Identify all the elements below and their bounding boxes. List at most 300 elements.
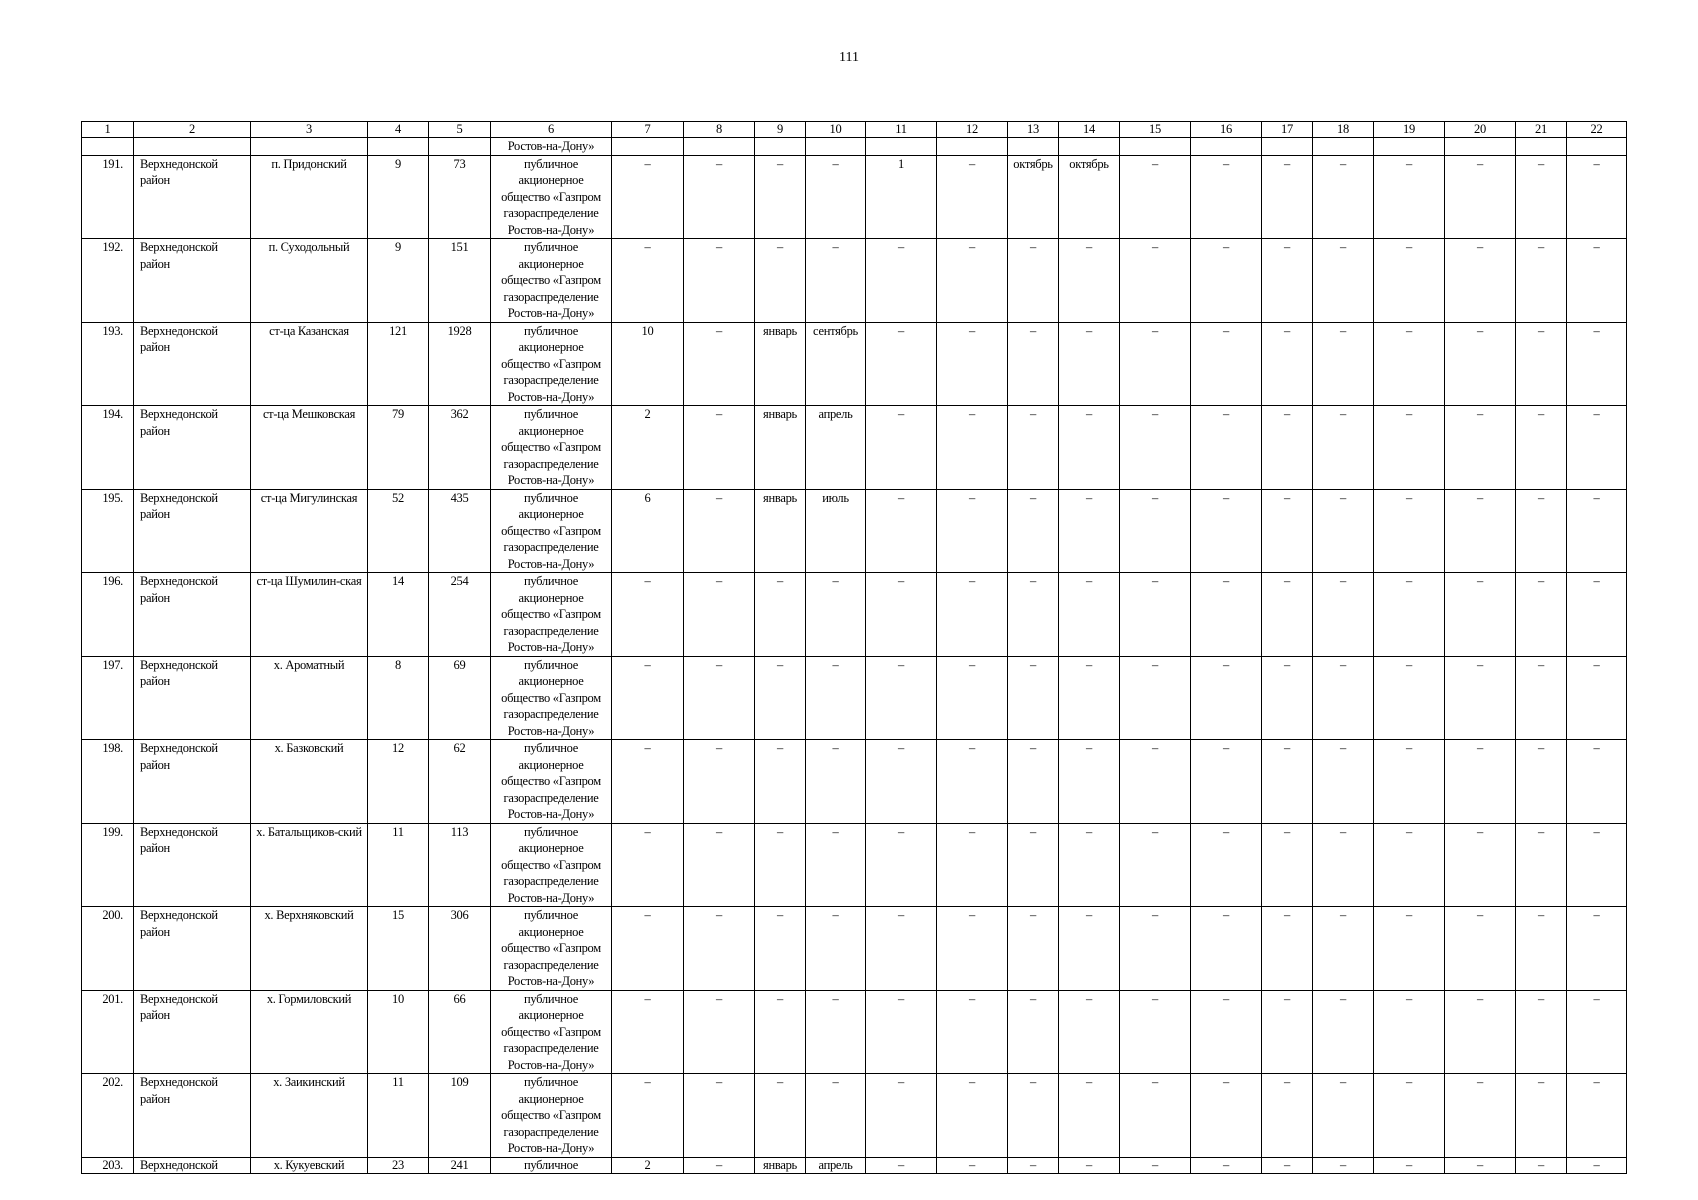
col-11-value: – xyxy=(866,1074,937,1158)
col-17-value: – xyxy=(1262,1074,1313,1158)
col-11-value: – xyxy=(866,489,937,573)
col-7-value: 2 xyxy=(612,1157,684,1173)
col-17-value: – xyxy=(1262,990,1313,1074)
page-number: 111 xyxy=(839,50,859,65)
district: Верхнедонской район xyxy=(134,239,251,323)
col-21-value: – xyxy=(1516,155,1567,239)
col-22-value: – xyxy=(1567,406,1627,490)
col-8-value: – xyxy=(684,740,755,824)
col-12-value: – xyxy=(937,740,1008,824)
col-20-value: – xyxy=(1445,406,1516,490)
col-4-value: 23 xyxy=(368,1157,429,1173)
col-7-value: – xyxy=(612,573,684,657)
table-row xyxy=(82,239,1627,323)
col-16-value: – xyxy=(1191,573,1262,657)
col-14-value: – xyxy=(1059,656,1120,740)
col-20-value: – xyxy=(1445,907,1516,991)
settlement: х. Заикинский xyxy=(251,1074,368,1158)
col-12-value: – xyxy=(937,239,1008,323)
col-14-value: – xyxy=(1059,740,1120,824)
row-number: 191. xyxy=(82,155,134,239)
col-7-value: – xyxy=(612,239,684,323)
col-7-value: 6 xyxy=(612,489,684,573)
empty-cell xyxy=(1445,138,1516,156)
col-5-value: 254 xyxy=(429,573,491,657)
col-10-value: – xyxy=(806,239,866,323)
empty-cell xyxy=(251,138,368,156)
col-5-value: 66 xyxy=(429,990,491,1074)
empty-cell xyxy=(1374,138,1445,156)
col-19-value: – xyxy=(1374,1074,1445,1158)
col-4-value: 9 xyxy=(368,239,429,323)
col-13-value: – xyxy=(1008,1074,1059,1158)
col-11-value: – xyxy=(866,573,937,657)
settlement: ст-ца Казанская xyxy=(251,322,368,406)
col-19-value: – xyxy=(1374,1157,1445,1173)
column-number: 17 xyxy=(1262,122,1313,138)
col-19-value: – xyxy=(1374,656,1445,740)
empty-cell xyxy=(1313,138,1374,156)
column-number: 8 xyxy=(684,122,755,138)
col-12-value: – xyxy=(937,907,1008,991)
organization: публичное xyxy=(491,1157,612,1173)
col-5-value: 241 xyxy=(429,1157,491,1173)
district: Верхнедонской район xyxy=(134,823,251,907)
col-13-value: – xyxy=(1008,823,1059,907)
col-19-value: – xyxy=(1374,489,1445,573)
col-4-value: 52 xyxy=(368,489,429,573)
empty-cell xyxy=(429,138,491,156)
district: Верхнедонской район xyxy=(134,573,251,657)
col-5-value: 113 xyxy=(429,823,491,907)
column-number: 18 xyxy=(1313,122,1374,138)
col-10-value: – xyxy=(806,1074,866,1158)
settlement: ст-ца Мигулинская xyxy=(251,489,368,573)
col-19-value: – xyxy=(1374,155,1445,239)
col-12-value: – xyxy=(937,656,1008,740)
col-16-value: – xyxy=(1191,740,1262,824)
col-12-value: – xyxy=(937,155,1008,239)
organization: публичное акционерное общество «Газпром газораспределение Ростов-на-Дону» xyxy=(491,573,612,657)
col-17-value: – xyxy=(1262,322,1313,406)
col-14-value: – xyxy=(1059,990,1120,1074)
col-9-value: – xyxy=(755,239,806,323)
col-15-value: – xyxy=(1120,823,1191,907)
col-10-value: – xyxy=(806,990,866,1074)
row-number: 192. xyxy=(82,239,134,323)
col-10-value: апрель xyxy=(806,406,866,490)
col-22-value: – xyxy=(1567,322,1627,406)
empty-cell xyxy=(1191,138,1262,156)
col-9-value: – xyxy=(755,740,806,824)
row-number: 200. xyxy=(82,907,134,991)
col-13-value: – xyxy=(1008,406,1059,490)
col-7-value: 10 xyxy=(612,322,684,406)
col-10-value: июль xyxy=(806,489,866,573)
row-number: 197. xyxy=(82,656,134,740)
col-21-value: – xyxy=(1516,990,1567,1074)
col-16-value: – xyxy=(1191,239,1262,323)
col-22-value: – xyxy=(1567,573,1627,657)
col-4-value: 12 xyxy=(368,740,429,824)
column-number: 21 xyxy=(1516,122,1567,138)
col-18-value: – xyxy=(1313,1074,1374,1158)
col-12-value: – xyxy=(937,573,1008,657)
col-8-value: – xyxy=(684,489,755,573)
col-11-value: – xyxy=(866,823,937,907)
col-16-value: – xyxy=(1191,990,1262,1074)
col-21-value: – xyxy=(1516,740,1567,824)
organization: публичное акционерное общество «Газпром газораспределение Ростов-на-Дону» xyxy=(491,239,612,323)
organization: публичное акционерное общество «Газпром газораспределение Ростов-на-Дону» xyxy=(491,155,612,239)
district: Верхнедонской xyxy=(134,1157,251,1173)
col-16-value: – xyxy=(1191,406,1262,490)
col-11-value: – xyxy=(866,740,937,824)
col-4-value: 11 xyxy=(368,823,429,907)
col-21-value: – xyxy=(1516,406,1567,490)
col-21-value: – xyxy=(1516,489,1567,573)
empty-cell xyxy=(612,138,684,156)
empty-cell xyxy=(755,138,806,156)
table-row xyxy=(82,990,1627,1074)
col-15-value: – xyxy=(1120,155,1191,239)
col-13-value: – xyxy=(1008,907,1059,991)
empty-cell xyxy=(1567,138,1627,156)
settlement: х. Верхняковский xyxy=(251,907,368,991)
col-10-value: – xyxy=(806,155,866,239)
organization: публичное акционерное общество «Газпром газораспределение Ростов-на-Дону» xyxy=(491,740,612,824)
settlement: х. Батальщиков-ский xyxy=(251,823,368,907)
table-row xyxy=(82,155,1627,239)
col-4-value: 14 xyxy=(368,573,429,657)
settlement: х. Кукуевский xyxy=(251,1157,368,1173)
empty-cell xyxy=(684,138,755,156)
col-21-value: – xyxy=(1516,823,1567,907)
col-8-value: – xyxy=(684,1074,755,1158)
empty-cell xyxy=(82,138,134,156)
col-19-value: – xyxy=(1374,740,1445,824)
column-number: 1 xyxy=(82,122,134,138)
col-9-value: январь xyxy=(755,1157,806,1173)
col-21-value: – xyxy=(1516,239,1567,323)
col-18-value: – xyxy=(1313,406,1374,490)
column-number: 3 xyxy=(251,122,368,138)
col-22-value: – xyxy=(1567,656,1627,740)
col-15-value: – xyxy=(1120,656,1191,740)
settlement: п. Суходольный xyxy=(251,239,368,323)
col-9-value: январь xyxy=(755,406,806,490)
col-13-value: – xyxy=(1008,740,1059,824)
column-number: 2 xyxy=(134,122,251,138)
col-16-value: – xyxy=(1191,489,1262,573)
col-16-value: – xyxy=(1191,1157,1262,1173)
col-20-value: – xyxy=(1445,489,1516,573)
col-13-value: – xyxy=(1008,990,1059,1074)
col-4-value: 11 xyxy=(368,1074,429,1158)
row-number: 194. xyxy=(82,406,134,490)
col-17-value: – xyxy=(1262,656,1313,740)
column-number: 20 xyxy=(1445,122,1516,138)
col-19-value: – xyxy=(1374,573,1445,657)
empty-cell xyxy=(1516,138,1567,156)
col-18-value: – xyxy=(1313,155,1374,239)
organization-continuation: Ростов-на-Дону» xyxy=(491,138,612,156)
col-13-value: – xyxy=(1008,1157,1059,1173)
col-11-value: – xyxy=(866,1157,937,1173)
col-15-value: – xyxy=(1120,406,1191,490)
col-14-value: – xyxy=(1059,322,1120,406)
table-row-partial xyxy=(82,1157,1627,1173)
gasification-schedule-table xyxy=(81,121,1627,1174)
col-10-value: – xyxy=(806,823,866,907)
col-22-value: – xyxy=(1567,740,1627,824)
col-7-value: – xyxy=(612,1074,684,1158)
col-8-value: – xyxy=(684,573,755,657)
empty-cell xyxy=(1059,138,1120,156)
col-5-value: 73 xyxy=(429,155,491,239)
col-10-value: сентябрь xyxy=(806,322,866,406)
settlement: ст-ца Шумилин-ская xyxy=(251,573,368,657)
empty-cell xyxy=(806,138,866,156)
column-number: 11 xyxy=(866,122,937,138)
col-22-value: – xyxy=(1567,239,1627,323)
col-16-value: – xyxy=(1191,1074,1262,1158)
col-21-value: – xyxy=(1516,907,1567,991)
col-18-value: – xyxy=(1313,489,1374,573)
district: Верхнедонской район xyxy=(134,656,251,740)
col-7-value: – xyxy=(612,907,684,991)
col-8-value: – xyxy=(684,239,755,323)
column-number: 4 xyxy=(368,122,429,138)
district: Верхнедонской район xyxy=(134,1074,251,1158)
col-19-value: – xyxy=(1374,990,1445,1074)
col-15-value: – xyxy=(1120,322,1191,406)
col-4-value: 10 xyxy=(368,990,429,1074)
col-18-value: – xyxy=(1313,656,1374,740)
col-15-value: – xyxy=(1120,1157,1191,1173)
col-7-value: – xyxy=(612,823,684,907)
table-row xyxy=(82,1074,1627,1158)
column-number-row xyxy=(82,122,1627,138)
column-number: 22 xyxy=(1567,122,1627,138)
col-15-value: – xyxy=(1120,489,1191,573)
col-8-value: – xyxy=(684,823,755,907)
col-14-value: октябрь xyxy=(1059,155,1120,239)
col-9-value: – xyxy=(755,907,806,991)
col-4-value: 79 xyxy=(368,406,429,490)
col-5-value: 306 xyxy=(429,907,491,991)
col-12-value: – xyxy=(937,489,1008,573)
col-20-value: – xyxy=(1445,573,1516,657)
table-row xyxy=(82,823,1627,907)
col-13-value: – xyxy=(1008,239,1059,323)
col-4-value: 15 xyxy=(368,907,429,991)
col-20-value: – xyxy=(1445,990,1516,1074)
col-12-value: – xyxy=(937,406,1008,490)
col-10-value: – xyxy=(806,656,866,740)
col-8-value: – xyxy=(684,990,755,1074)
row-number: 195. xyxy=(82,489,134,573)
organization: публичное акционерное общество «Газпром газораспределение Ростов-на-Дону» xyxy=(491,656,612,740)
col-13-value: – xyxy=(1008,322,1059,406)
col-17-value: – xyxy=(1262,907,1313,991)
col-18-value: – xyxy=(1313,573,1374,657)
column-number: 19 xyxy=(1374,122,1445,138)
col-9-value: – xyxy=(755,823,806,907)
col-5-value: 362 xyxy=(429,406,491,490)
col-13-value: – xyxy=(1008,573,1059,657)
col-15-value: – xyxy=(1120,573,1191,657)
col-5-value: 62 xyxy=(429,740,491,824)
col-15-value: – xyxy=(1120,239,1191,323)
col-16-value: – xyxy=(1191,907,1262,991)
col-8-value: – xyxy=(684,1157,755,1173)
col-12-value: – xyxy=(937,990,1008,1074)
organization: публичное акционерное общество «Газпром газораспределение Ростов-на-Дону» xyxy=(491,489,612,573)
district: Верхнедонской район xyxy=(134,322,251,406)
column-number: 14 xyxy=(1059,122,1120,138)
col-13-value: октябрь xyxy=(1008,155,1059,239)
col-22-value: – xyxy=(1567,1074,1627,1158)
col-16-value: – xyxy=(1191,656,1262,740)
col-15-value: – xyxy=(1120,907,1191,991)
col-7-value: – xyxy=(612,656,684,740)
settlement: х. Базковский xyxy=(251,740,368,824)
table-row xyxy=(82,656,1627,740)
col-11-value: – xyxy=(866,656,937,740)
row-number: 198. xyxy=(82,740,134,824)
col-19-value: – xyxy=(1374,406,1445,490)
row-number: 196. xyxy=(82,573,134,657)
col-11-value: – xyxy=(866,406,937,490)
col-5-value: 435 xyxy=(429,489,491,573)
col-20-value: – xyxy=(1445,656,1516,740)
organization: публичное акционерное общество «Газпром газораспределение Ростов-на-Дону» xyxy=(491,406,612,490)
col-20-value: – xyxy=(1445,322,1516,406)
col-17-value: – xyxy=(1262,406,1313,490)
col-19-value: – xyxy=(1374,823,1445,907)
col-21-value: – xyxy=(1516,322,1567,406)
col-11-value: 1 xyxy=(866,155,937,239)
col-17-value: – xyxy=(1262,489,1313,573)
column-number: 13 xyxy=(1008,122,1059,138)
district: Верхнедонской район xyxy=(134,155,251,239)
col-14-value: – xyxy=(1059,239,1120,323)
col-20-value: – xyxy=(1445,155,1516,239)
col-10-value: – xyxy=(806,573,866,657)
column-number: 5 xyxy=(429,122,491,138)
col-7-value: – xyxy=(612,990,684,1074)
col-11-value: – xyxy=(866,239,937,323)
col-8-value: – xyxy=(684,656,755,740)
col-22-value: – xyxy=(1567,155,1627,239)
col-4-value: 9 xyxy=(368,155,429,239)
col-9-value: январь xyxy=(755,322,806,406)
column-number: 6 xyxy=(491,122,612,138)
district: Верхнедонской район xyxy=(134,406,251,490)
column-number: 15 xyxy=(1120,122,1191,138)
col-20-value: – xyxy=(1445,1157,1516,1173)
district: Верхнедонской район xyxy=(134,740,251,824)
col-19-value: – xyxy=(1374,239,1445,323)
row-number: 202. xyxy=(82,1074,134,1158)
col-22-value: – xyxy=(1567,1157,1627,1173)
col-14-value: – xyxy=(1059,489,1120,573)
col-11-value: – xyxy=(866,990,937,1074)
column-number: 9 xyxy=(755,122,806,138)
col-15-value: – xyxy=(1120,990,1191,1074)
col-17-value: – xyxy=(1262,823,1313,907)
col-9-value: – xyxy=(755,1074,806,1158)
district: Верхнедонской район xyxy=(134,907,251,991)
empty-cell xyxy=(937,138,1008,156)
organization: публичное акционерное общество «Газпром газораспределение Ростов-на-Дону» xyxy=(491,1074,612,1158)
column-number: 10 xyxy=(806,122,866,138)
col-13-value: – xyxy=(1008,656,1059,740)
organization: публичное акционерное общество «Газпром газораспределение Ростов-на-Дону» xyxy=(491,823,612,907)
col-15-value: – xyxy=(1120,740,1191,824)
col-20-value: – xyxy=(1445,740,1516,824)
district: Верхнедонской район xyxy=(134,990,251,1074)
organization: публичное акционерное общество «Газпром газораспределение Ростов-на-Дону» xyxy=(491,990,612,1074)
col-9-value: – xyxy=(755,656,806,740)
organization: публичное акционерное общество «Газпром газораспределение Ростов-на-Дону» xyxy=(491,322,612,406)
col-12-value: – xyxy=(937,1157,1008,1173)
col-14-value: – xyxy=(1059,823,1120,907)
col-14-value: – xyxy=(1059,1157,1120,1173)
table-row xyxy=(82,740,1627,824)
column-number: 12 xyxy=(937,122,1008,138)
col-20-value: – xyxy=(1445,239,1516,323)
col-9-value: – xyxy=(755,155,806,239)
col-7-value: – xyxy=(612,740,684,824)
col-11-value: – xyxy=(866,907,937,991)
organization: публичное акционерное общество «Газпром газораспределение Ростов-на-Дону» xyxy=(491,907,612,991)
column-number: 16 xyxy=(1191,122,1262,138)
col-4-value: 121 xyxy=(368,322,429,406)
col-17-value: – xyxy=(1262,1157,1313,1173)
col-4-value: 8 xyxy=(368,656,429,740)
col-7-value: 2 xyxy=(612,406,684,490)
col-18-value: – xyxy=(1313,1157,1374,1173)
col-17-value: – xyxy=(1262,740,1313,824)
empty-cell xyxy=(1262,138,1313,156)
continuation-row xyxy=(82,138,1627,156)
col-11-value: – xyxy=(866,322,937,406)
col-18-value: – xyxy=(1313,907,1374,991)
col-20-value: – xyxy=(1445,823,1516,907)
col-18-value: – xyxy=(1313,823,1374,907)
col-13-value: – xyxy=(1008,489,1059,573)
col-18-value: – xyxy=(1313,740,1374,824)
col-21-value: – xyxy=(1516,656,1567,740)
col-5-value: 151 xyxy=(429,239,491,323)
settlement: п. Придонский xyxy=(251,155,368,239)
col-22-value: – xyxy=(1567,823,1627,907)
row-number: 193. xyxy=(82,322,134,406)
empty-cell xyxy=(368,138,429,156)
col-19-value: – xyxy=(1374,322,1445,406)
col-20-value: – xyxy=(1445,1074,1516,1158)
settlement: х. Гормиловский xyxy=(251,990,368,1074)
col-18-value: – xyxy=(1313,239,1374,323)
col-21-value: – xyxy=(1516,573,1567,657)
col-12-value: – xyxy=(937,823,1008,907)
col-14-value: – xyxy=(1059,406,1120,490)
table-row xyxy=(82,489,1627,573)
col-15-value: – xyxy=(1120,1074,1191,1158)
empty-cell xyxy=(134,138,251,156)
